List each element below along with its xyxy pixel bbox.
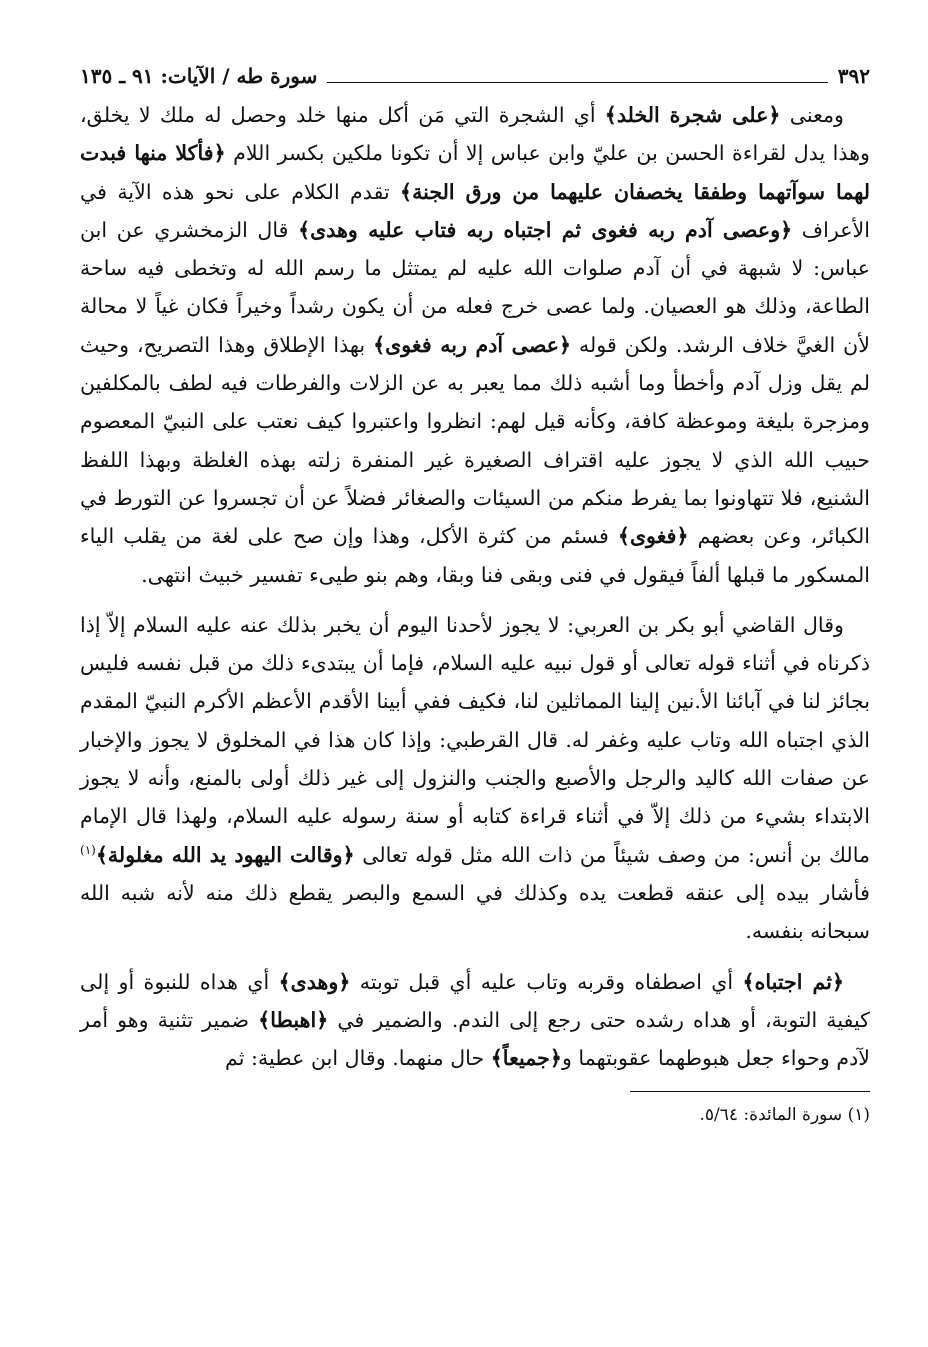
text-run: أي الشجرة التي مَن أكل منها خلد وحصل له ملك لا يخلق، وهذا يدل لقراءة الحسن بن عليّ وابن عباس إلا أن تكونا ملكين بكسر اللام	[80, 103, 871, 166]
page-header	[80, 60, 870, 96]
paragraph-3	[80, 963, 870, 1078]
text-run: حال منهما. وقال ابن عطية: ثم	[225, 1046, 491, 1071]
book-page	[80, 60, 870, 1290]
header-rule	[327, 82, 827, 83]
quran-quote: ﴿وعصى آدم ربه فغوى ثم اجتباه ربه فتاب عليه وهدى﴾	[298, 217, 793, 242]
paragraph-2	[80, 606, 870, 951]
text-run: أي هداه للنبوة أو إلى كيفية التوبة، أو هداه رشده حتى رجع إلى الندم. والضمير في	[80, 969, 870, 1032]
quran-quote: ﴿فأكلا منها فبدت لهما سوآتهما وطفقا يخصفان عليهما من ورق الجنة﴾	[80, 141, 870, 204]
paragraph-1	[80, 96, 870, 594]
text-run: وقال القاضي أبو بكر بن العربي: لا يجوز لأحدنا اليوم أن يخبر بذلك عنه عليه السلام إلاّ إذا ذكرناه في أثناء قوله تعالى أو قول نبيه عليه السلام، فإما أن يبتدىء ذلك من قبل نفسه فليس بجائز لنا في آبائنا الأ.نين إلينا المماثلين لنا، فكيف ففي أبينا الأقدم الأعظم الأكرم النبيّ المقدم الذي اجتباه الله وتاب عليه وغفر له. قال القرطبي: وإذا كان هذا في المخلوق لا يجوز والإخبار عن صفات الله كاليد والرجل والأصبع والجنب والنزول إلى غير ذلك أولى بالمنع، وأنه لا يجوز الابتداء بشيء من ذلك إلاّ في أثناء قراءة كتابه أو سنة رسوله عليه السلام، ولهذا قال الإمام مالك بن أنس: من وصف شيئاً من ذات الله مثل قوله تعالى	[80, 612, 870, 867]
footnote: (١) سورة المائدة: ٥/٦٤.	[699, 1105, 870, 1126]
text-run: بهذا الإطلاق وهذا التصريح، وحيث لم يقل وزل آدم وأخطأ وما أشبه ذلك مما يعبر به عن الزلات والفرطات فيه لطف بالمكلفين ومزجرة بليغة وموعظة كافة، وكأنه قيل لهم: انظروا واعتبروا كيف نعتب على النبيّ المعصوم حبيب الله الذي لا يجوز عليه اقتراف الصغيرة غير المنفرة زلته بهذه الغلظة وبهذا اللفظ الشنيع، فلا تتهاونوا بما يفرط منكم من السيئات والصغائر فضلاً عن أن تجسروا عن التورط في الكبائر، وعن بعضهم	[80, 332, 870, 549]
quran-quote: ﴿على شجرة الخلد﴾	[604, 103, 781, 127]
text-run: فأشار بيده إلى عنقه قطعت يده وكذلك في السمع والبصر يقطع ذلك منه لأنه شبه الله سبحانه بنفسه.	[80, 880, 870, 944]
quran-quote: ﴿جميعاً﴾	[490, 1046, 562, 1071]
page-number: ٣٩٢	[837, 64, 870, 88]
quran-quote: ﴿وقالت اليهود يد الله مغلولة﴾	[95, 842, 355, 867]
main-text	[80, 96, 870, 1077]
quran-quote: ﴿ثم اجتباه﴾	[742, 969, 845, 994]
footnote-reference[interactable]: (١)	[80, 842, 96, 857]
footnote-separator	[630, 1091, 870, 1092]
running-title: سورة طه / الآيات: ٩١ ـ ١٣٥	[80, 64, 318, 88]
text-run: أي اصطفاه وقربه وتاب عليه أي قبل توبته	[350, 969, 743, 994]
text-run: تقدم الكلام على نحو هذه الآية في الأعراف	[80, 179, 870, 242]
quran-quote: ﴿عصى آدم ربه فغوى﴾	[373, 332, 572, 357]
quran-quote: ﴿وهدى﴾	[278, 969, 351, 994]
text-run: ومعنى	[780, 103, 844, 127]
text-run: ضمير تثنية وهو أمر لآدم وحواء جعل هبوطهما عقوبتهما و	[80, 1007, 870, 1071]
quran-quote: ﴿اهبطا﴾	[258, 1007, 329, 1032]
text-run: قال الزمخشري عن ابن عباس: لا شبهة في أن آدم صلوات الله عليه لم يمتثل ما رسم الله له وتخطى فيه ساحة الطاعة، وذلك هو العصيان. ولما عصى خرج فعله من أن يكون رشداً وخيراً فكان غياً لا محالة لأن الغيَّ خلاف الرشد. ولكن قوله	[80, 217, 870, 357]
text-run: فسئم من كثرة الأكل، وهذا وإن صح على لغة من يقلب الياء المسكور ما قبلها ألفاً فيقول في فنى وبقى فنا وبقا، وهم بنو طيىء تفسير خبيث انتهى.	[80, 524, 870, 587]
quran-quote: ﴿فغوى﴾	[617, 524, 689, 549]
